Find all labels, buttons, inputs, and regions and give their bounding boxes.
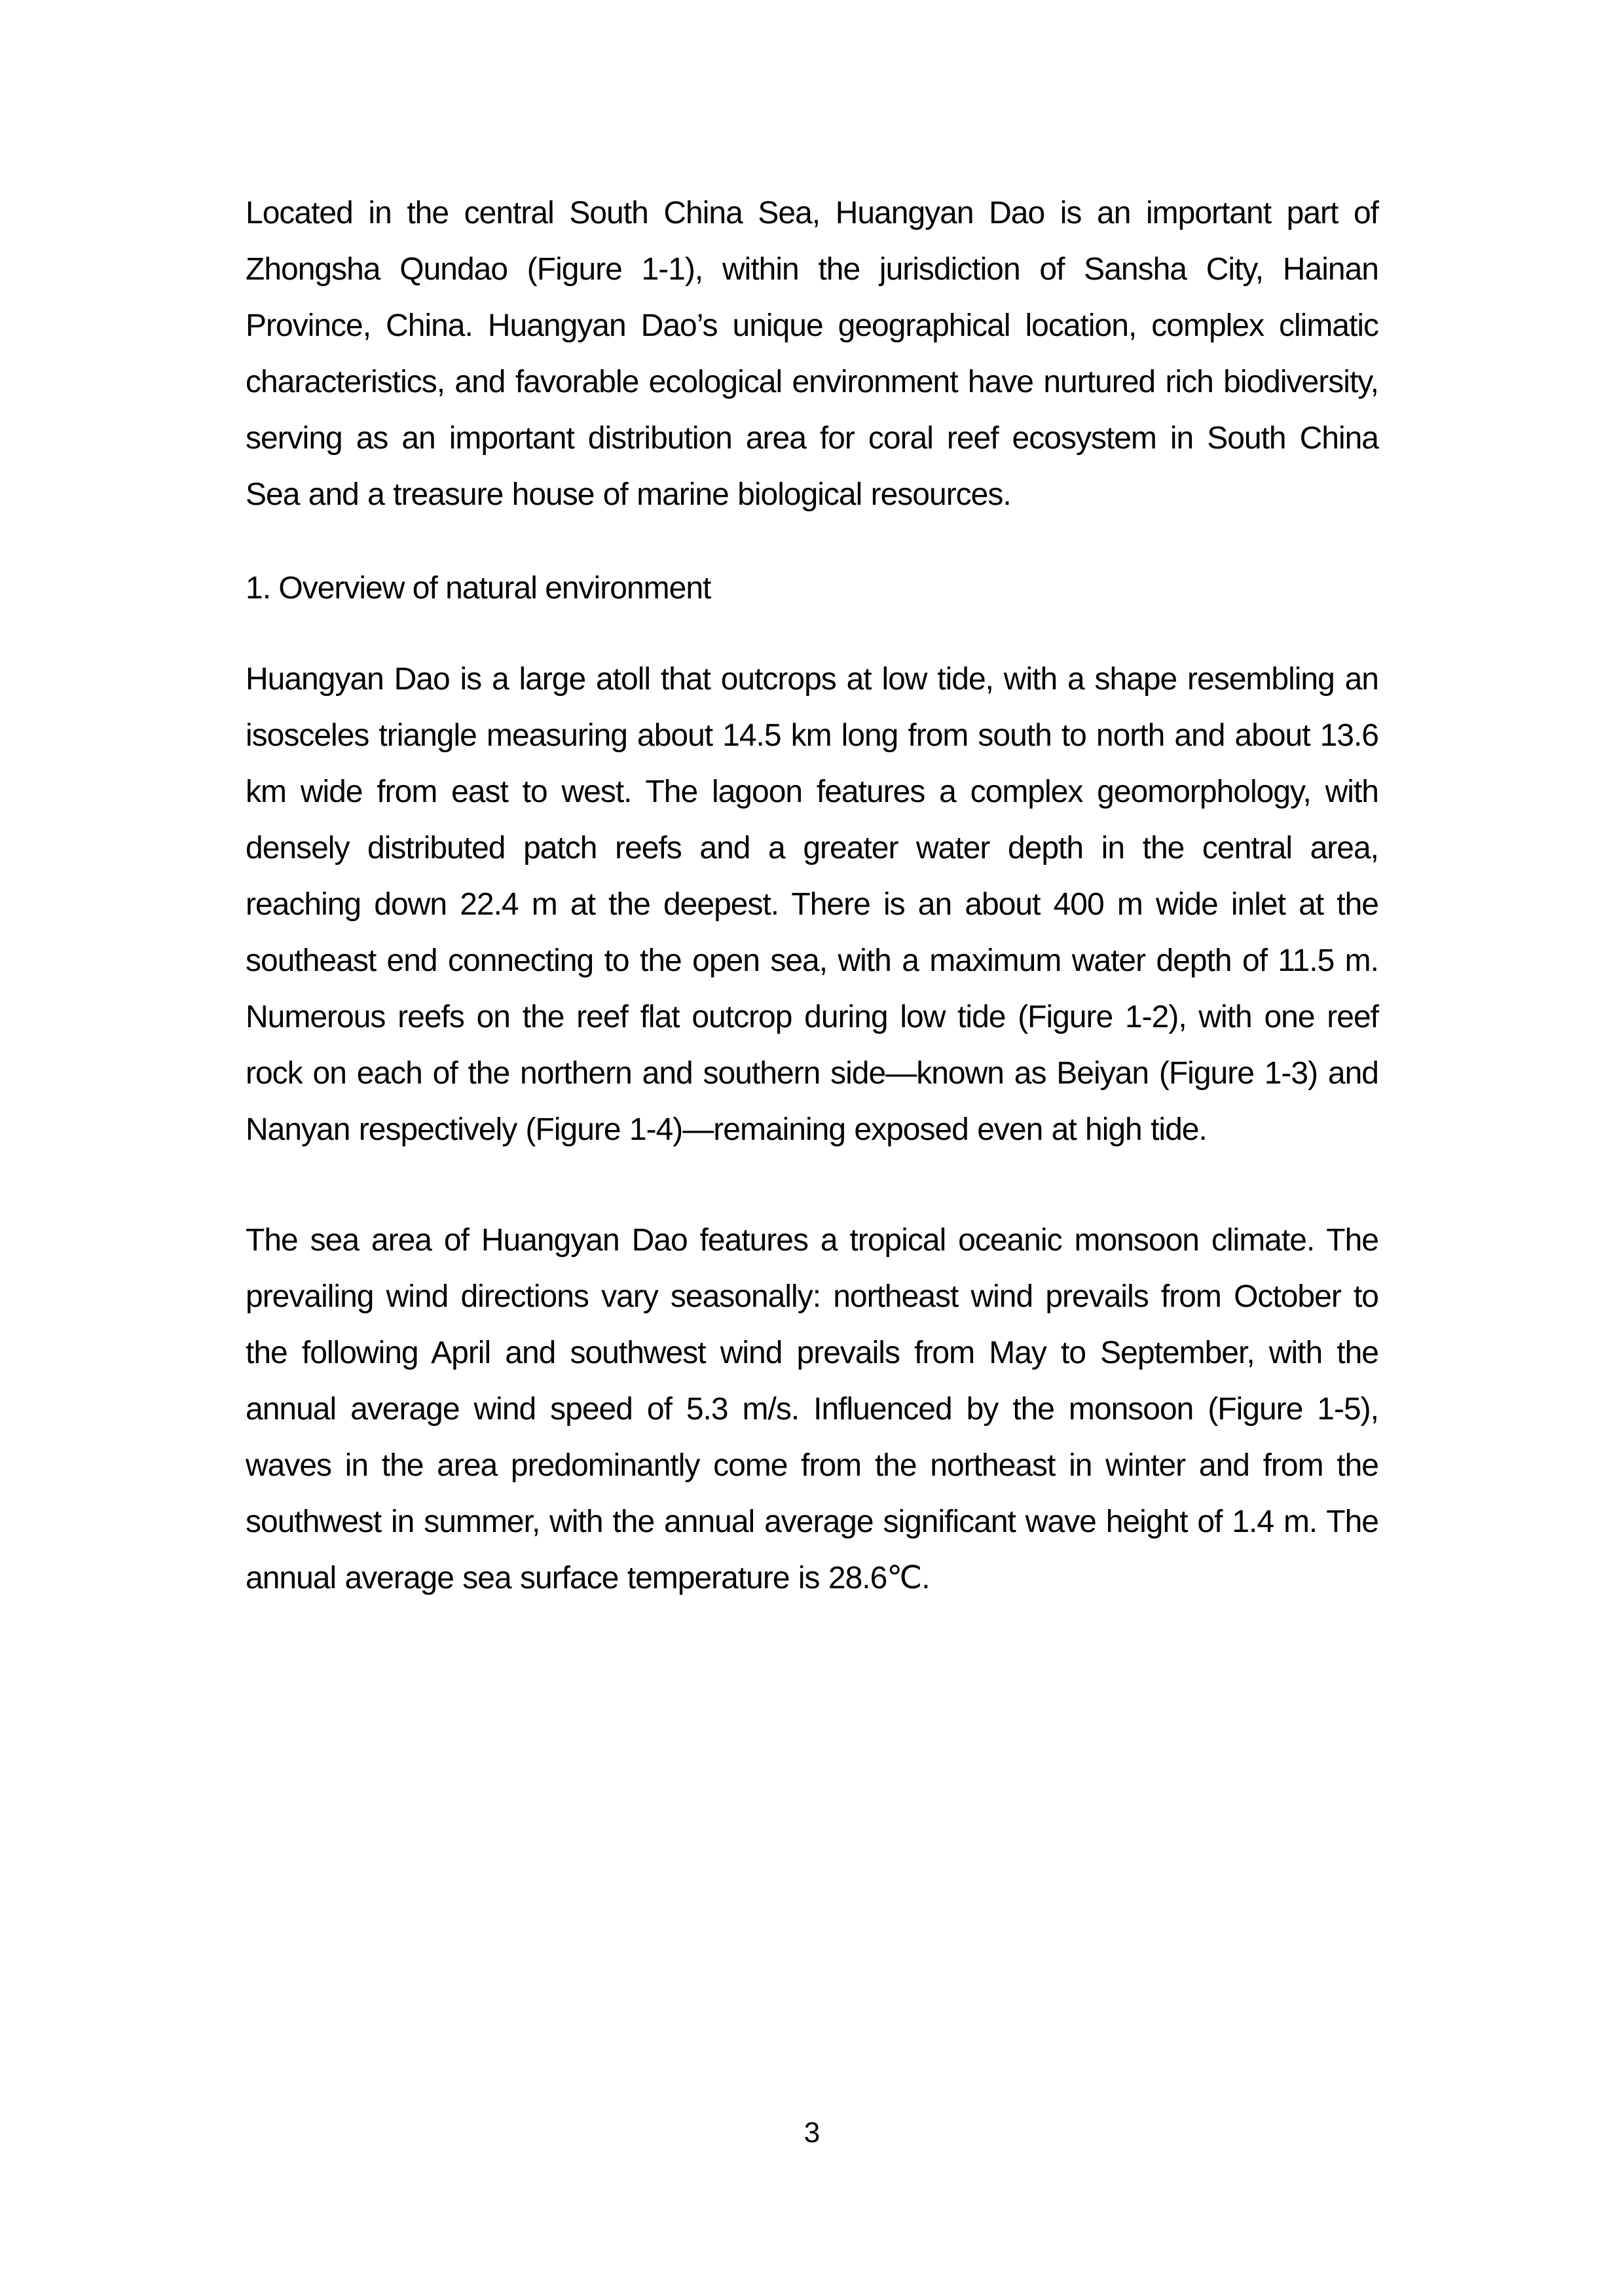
intro-paragraph: Located in the central South China Sea, Huangyan Dao is an important part of Zhongsha Qundao (Figure 1-1), within the jurisdiction of Sansha City, Hainan Province, China. Huangyan Dao’s unique geographical location, complex climatic characteristics, and favorable ecological environment have nurtured rich biodiversity, serving as an important distribution area for coral reef ecosystem in South China Sea and a treasure house of marine biological resources. — [246, 196, 1378, 512]
climate-paragraph: The sea area of Huangyan Dao features a tropical oceanic monsoon climate. The prevailing wind directions vary seasonally: northeast wind prevails from October to the following April and southwest wind prevails from May to September, with the annual average wind speed of 5.3 m/s. Influenced by the monsoon (Figure 1-5), waves in the area predominantly come from the northeast in winter and from the southwest in summer, with the annual average significant wave height of 1.4 m. The annual average sea surface temperature is 28.6℃. — [246, 1223, 1378, 1595]
page-body — [246, 185, 1378, 1607]
page-footer — [0, 2113, 1624, 2153]
page-number: 3 — [803, 2117, 821, 2149]
atoll-paragraph: Huangyan Dao is a large atoll that outcrops at low tide, with a shape resembling an isosceles triangle measuring about 14.5 km long from south to north and about 13.6 km wide from east to west. The lagoon features a complex geomorphology, with densely distributed patch reefs and a greater water depth in the central area, reaching down 22.4 m at the deepest. There is an about 400 m wide inlet at the southeast end connecting to the open sea, with a maximum water depth of 11.5 m. Numerous reefs on the reef flat outcrop during low tide (Figure 1-2), with one reef rock on each of the northern and southern side—known as Beiyan (Figure 1-3) and Nanyan respectively (Figure 1-4)—remaining exposed even at high tide. — [246, 662, 1378, 1147]
section-heading: 1. Overview of natural environment — [246, 571, 711, 606]
